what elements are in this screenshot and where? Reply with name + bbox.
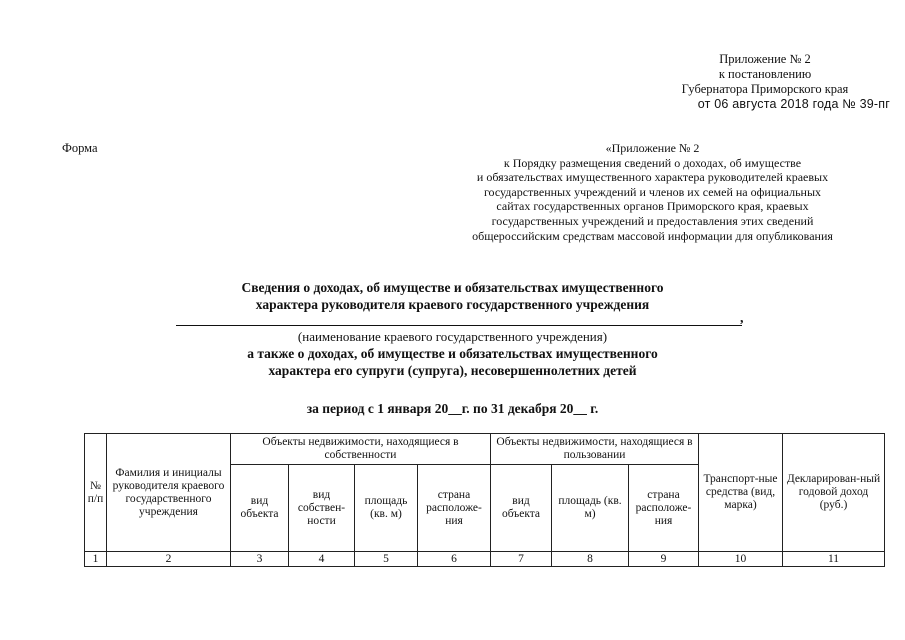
header-used-type: вид объекта [491, 465, 552, 552]
header-used-country: страна расположе-ния [629, 465, 699, 552]
decree-reference: от 06 августа 2018 года № 39-пг [697, 97, 890, 111]
column-number: 5 [355, 552, 418, 567]
column-number: 11 [783, 552, 885, 567]
column-number: 10 [699, 552, 783, 567]
header-owned-area: площадь (кв. м) [355, 465, 418, 552]
appendix-sub-line2: к Порядку размещения сведений о доходах, об имуществе [503, 155, 802, 170]
document-subtitle-line2: характера его супруги (супруга), несовершеннолетних детей [268, 363, 637, 378]
appendix-sub-block [440, 141, 865, 243]
appendix-sub-line1: «Приложение № 2 [605, 141, 700, 155]
document-subtitle [60, 345, 845, 379]
column-number: 2 [107, 552, 231, 567]
header-used-area: площадь (кв. м) [552, 465, 629, 552]
appendix-sub-line4: государственных учреждений и членов их семей на официальных [483, 184, 822, 199]
institution-name-hint: (наименование краевого государственного учреждения) [297, 329, 608, 344]
header-number: № п/п [85, 434, 107, 552]
header-owned-country: страна расположе-ния [418, 465, 491, 552]
appendix-sub-line3: и обязательствах имущественного характера руководителей краевых [476, 170, 829, 185]
header-name: Фамилия и инициалы руководителя краевого государственного учреждения [107, 434, 231, 552]
column-number: 1 [85, 552, 107, 567]
column-number: 7 [491, 552, 552, 567]
appendix-top-line2: к постановлению [718, 67, 812, 81]
appendix-top-block [640, 52, 890, 112]
reporting-period: за период с 1 января 20__г. по 31 декабря 20__ г. [306, 401, 599, 416]
column-number: 6 [418, 552, 491, 567]
appendix-sub-line6: государственных учреждений и предоставления этих сведений [491, 213, 814, 228]
column-number: 9 [629, 552, 699, 567]
column-number-row [85, 552, 885, 567]
header-used-property: Объекты недвижимости, находящиеся в пользовании [491, 434, 699, 465]
form-label: Форма [62, 141, 98, 155]
blank-comma: , [740, 311, 744, 326]
document-title-line1: Сведения о доходах, об имуществе и обязательствах имущественного [241, 280, 664, 295]
column-number: 4 [289, 552, 355, 567]
header-transport: Транспорт-ные средства (вид, марка) [699, 434, 783, 552]
header-owned-ownership: вид собствен-ности [289, 465, 355, 552]
column-number: 3 [231, 552, 289, 567]
appendix-sub-line7: общероссийским средствам массовой информации для опубликования [472, 228, 833, 243]
document-subtitle-line1: а также о доходах, об имуществе и обязательствах имущественного [247, 346, 658, 361]
column-number: 8 [552, 552, 629, 567]
header-income: Декларирован-ный годовой доход (руб.) [783, 434, 885, 552]
table-header-row-1 [85, 434, 885, 465]
appendix-sub-line5: сайтах государственных органов Приморского края, краевых [496, 199, 809, 214]
document-title [60, 279, 845, 313]
document-title-line2: характера руководителя краевого государственного учреждения [255, 297, 650, 312]
header-owned-property: Объекты недвижимости, находящиеся в собственности [231, 434, 491, 465]
header-owned-type: вид объекта [231, 465, 289, 552]
income-form-table [84, 433, 885, 567]
appendix-top-line1: Приложение № 2 [719, 52, 811, 66]
institution-name-blank [176, 325, 742, 326]
appendix-top-line3: Губернатора Приморского края [681, 82, 849, 96]
